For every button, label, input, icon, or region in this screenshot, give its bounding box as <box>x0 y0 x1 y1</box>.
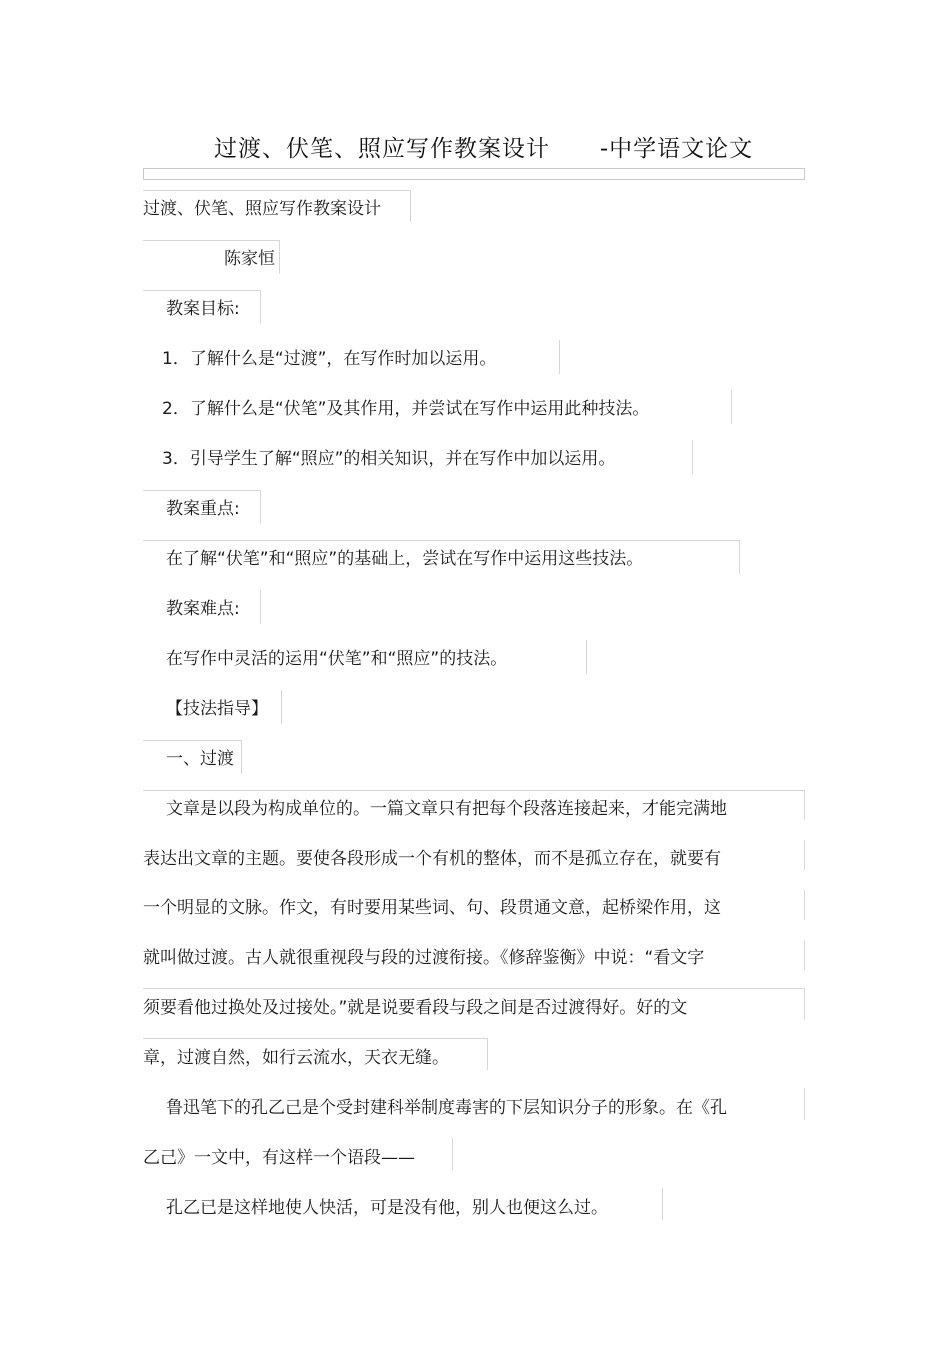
difficulties-heading: 教案难点: <box>166 599 240 619</box>
difficulties-text: 在写作中灵活的运用“伏笔”和“照应”的技法。 <box>166 649 508 669</box>
key-points-text: 在了解“伏笔”和“照应”的基础上，尝试在写作中运用这些技法。 <box>166 549 644 569</box>
objective-item: 2．了解什么是“伏笔”及其作用，并尝试在写作中运用此种技法。 <box>162 399 650 419</box>
paragraph-line: 一个明显的文脉。作文，有时要用某些词、句、段贯通文意，起桥梁作用，这 <box>143 898 721 918</box>
section-heading: 一、过渡 <box>166 749 234 769</box>
quote-line: 孔乙已是这样地使人快活，可是没有他，别人也便这么过。 <box>166 1198 608 1218</box>
author-name: 陈家恒 <box>224 249 275 269</box>
objectives-heading: 教案目标: <box>166 299 240 319</box>
paragraph-line: 就叫做过渡。古人就很重视段与段的过渡衔接。《修辞鉴衡》中说：“看文字 <box>143 948 705 968</box>
paragraph-line: 文章是以段为构成单位的。一篇文章只有把每个段落连接起来，才能完满地 <box>166 799 727 819</box>
key-points-heading: 教案重点: <box>166 499 240 519</box>
paragraph-line: 章，过渡自然，如行云流水，天衣无缝。 <box>143 1048 449 1068</box>
article-subtitle: 过渡、伏笔、照应写作教案设计 <box>143 199 381 219</box>
paragraph-line: 表达出文章的主题。要使各段形成一个有机的整体，而不是孤立存在，就要有 <box>143 849 721 869</box>
guidance-heading: 【技法指导】 <box>166 699 268 719</box>
document-title: 过渡、伏笔、照应写作教案设计 -中学语文论文 <box>214 136 754 162</box>
objective-item: 1．了解什么是“过渡”，在写作时加以运用。 <box>162 349 497 369</box>
paragraph-line: 须要看他过换处及过接处。”就是说要看段与段之间是否过渡得好。好的文 <box>143 998 688 1018</box>
title-divider <box>143 168 805 180</box>
paragraph-line: 鲁迅笔下的孔乙己是个受封建科举制度毒害的下层知识分子的形象。在《孔 <box>166 1098 727 1118</box>
paragraph-line: 乙己》一文中，有这样一个语段—— <box>143 1148 415 1168</box>
objective-item: 3．引导学生了解“照应”的相关知识，并在写作中加以运用。 <box>162 449 616 469</box>
